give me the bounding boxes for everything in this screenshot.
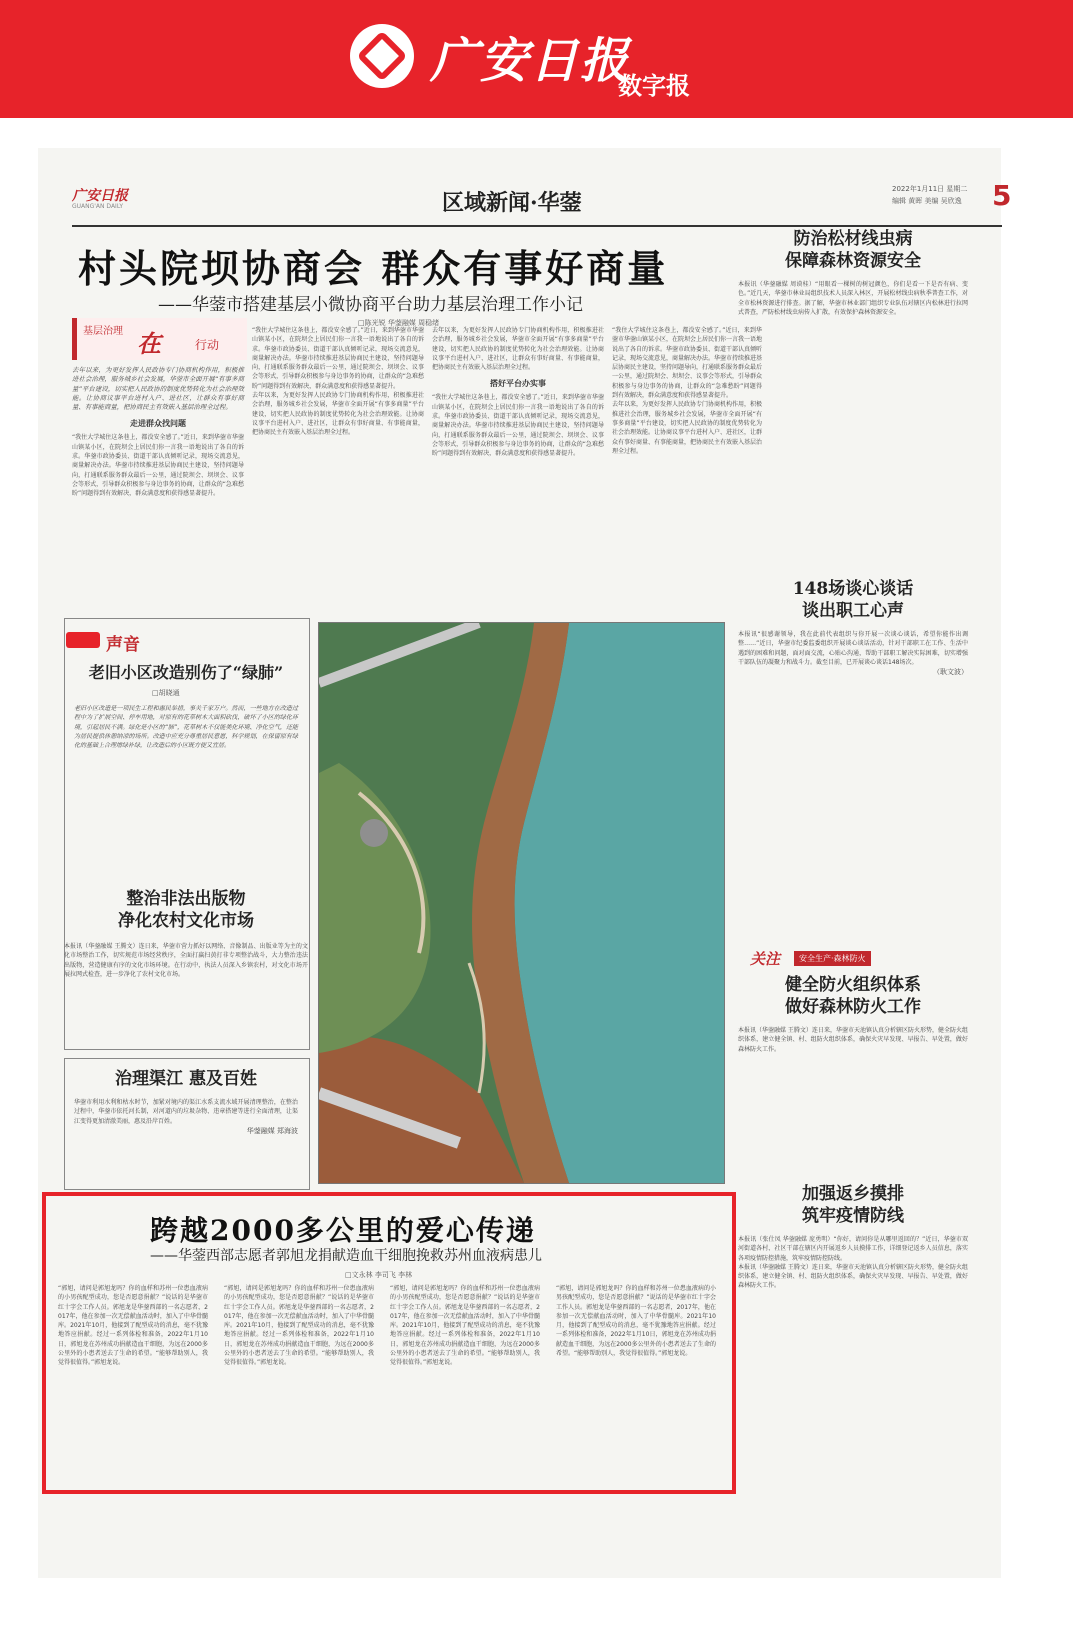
highlight-col-2 [224, 1284, 374, 1368]
page-masthead [72, 179, 1012, 227]
safety-tag-big: 关注 [750, 950, 781, 968]
lead-body-3b: “我住大学城住这条巷上，都没安全感了。”近日，来到华蓥市华蓥山镇某小区，在院坝会上居民们你一言我一语地说出了各自的诉求。华蓥市政协委员、街道干部认真倾听记录，现场交流意见，商量解决办法。华蓥市持续推进基层协商民主建设，坚持问题导向，打通联系服务群众最后一公里，通过院坝会、坝坝会、议事会等形式，引导群众积极参与身边事务的协商，让群众的“急难愁盼”问题得到有效解决，群众满意度和获得感显著提升。 [432, 394, 604, 458]
right-article-4-title-2: 筑牢疫情防线 [802, 1206, 904, 1226]
lead-headline: 村头院坝协商会 群众有事好商量 [78, 246, 669, 291]
lead-column-4 [612, 326, 762, 456]
safety-tag-small: 安全生产·森林防火 [794, 951, 871, 966]
lead-byline: □陈光锐 华蓥融媒 周稳绪 [358, 319, 440, 327]
right-article-4-body: 本报讯（张仕凤 华蓥融媒 庞勇明）“你好，请问你是从哪里返回的？”近日，华蓥市双河街道各村、社区干部在辖区内开展返乡人员摸排工作，详细登记返乡人员信息，落实各项疫情防控措施，筑牢疫情防控防线。 [738, 1236, 968, 1262]
right-article-4-body-cont: 本报讯（华蓥融媒 王腾文）连日来，华蓥市天池镇认真分析辖区防火形势，健全防火组织体系，建立健全镇、村、组防火组织体系，确保火灾早发现、早报告、早处置，做好森林防火工作。 [738, 1263, 968, 1290]
lead-column-3 [432, 326, 604, 459]
lead-body-2b: 去年以来，为更好发挥人民政协专门协商机构作用，积极推进社会治理，服务城乡社会发展，华蓥市全面开展“有事多商量”平台建设，切实把人民政协的制度优势转化为社会治理效能。让协商议事平台进村入户、进社区，让群众有事好商量、有事能商量，把协商民主有效嵌入基层治理全过程。 [252, 392, 424, 437]
issue-info [892, 183, 967, 207]
highlight-body-4: “郭旭，请问是郭旭龙吗？你的血样和苏州一位患血液病的小男孩配型成功，您是否愿意捐献？”说话的是华蓥市红十字会工作人员。郭旭龙是华蓥西部的一名志愿者，2017年，他在参加一次无偿献血活动时，加入了中华骨髓库。2021年10月，他接到了配型成功的消息，毫不犹豫地答应捐献。经过一系列体检和准备，2022年1月10日，郭旭龙在苏州成功捐献造血干细胞，为远在2000多公里外的小患者送去了生命的希望。“能够帮助别人，我觉得很值得。”郭旭龙说。 [556, 1285, 716, 1358]
aerial-photo-drawing [319, 623, 724, 1183]
right-article-1-title-2: 保障森林资源安全 [785, 251, 921, 271]
right-article-2-end: （耿文波） [933, 668, 968, 677]
right-article-3 [738, 974, 968, 1054]
lead-body-3: 去年以来，为更好发挥人民政协专门协商机构作用，积极推进社会治理，服务城乡社会发展，华蓥市全面开展“有事多商量”平台建设，切实把人民政协的制度优势转化为社会治理效能。让协商议事平台进村入户、进社区，让群众有事好商量、有事能商量，把协商民主有效嵌入基层治理全过程。 [432, 327, 604, 372]
masthead-logo: 广安日报 [72, 188, 128, 204]
lead-subsection-1: 走进群众找问题 [130, 419, 186, 429]
lead-column-2 [252, 326, 424, 438]
column-tag-grassroots [72, 318, 247, 360]
brand-subtitle: 数字报 [618, 72, 690, 100]
voice-byline: □胡晓通 [152, 689, 180, 697]
side-article-2-title: 治理渠江 惠及百姓 [115, 1069, 257, 1089]
photo-aerial-reservoir [318, 622, 725, 1184]
right-article-4 [738, 1183, 968, 1291]
right-article-3-title-1: 健全防火组织体系 [785, 975, 921, 995]
page-number: 5 [992, 179, 1012, 212]
column-tag-label: 基层治理 [83, 326, 123, 337]
highlight-col-4 [556, 1284, 716, 1358]
right-article-2-body: 本报讯“很感谢领导，我在此前代表组织与你开展一次谈心谈话，希望你能作出调整……”近日，华蓥市纪委监委组织开展谈心谈话活动，针对干部职工在工作、生活中遇到的困难和问题，面对面交流，心贴心沟通，帮助干部职工解决实际困难，切实增强干部队伍的凝聚力和战斗力。截至目前，已开展谈心谈话148场次。 [738, 631, 968, 666]
lead-intro: 去年以来，为更好发挥人民政协专门协商机构作用，积极推进社会治理，服务城乡社会发展，华蓥市全面开展“有事多商量”平台建设，切实把人民政协的制度优势转化为社会治理效能。让协商议事平台进村入户、进社区，让群众有事好商量、有事能商量，把协商民主有效嵌入基层治理全过程。 [72, 366, 244, 412]
lead-subhead: ——华蓥市搭建基层小微协商平台助力基层治理工作小记 [158, 295, 583, 315]
app-header [0, 0, 1073, 118]
lead-body-4b: 去年以来，为更好发挥人民政协专门协商机构作用，积极推进社会治理，服务城乡社会发展，华蓥市全面开展“有事多商量”平台建设，切实把人民政协的制度优势转化为社会治理效能。让协商议事平台进村入户、进社区，让群众有事好商量、有事能商量，把协商民主有效嵌入基层治理全过程。 [612, 401, 763, 455]
lead-body-1: “我住大学城住这条巷上，都没安全感了。”近日，来到华蓥市华蓥山镇某小区，在院坝会上居民们你一言我一语地说出了各自的诉求。华蓥市政协委员、街道干部认真倾听记录，现场交流意见，商量解决办法。华蓥市持续推进基层协商民主建设，坚持问题导向，打通联系服务群众最后一公里，通过院坝会、坝坝会、议事会等形式，引导群众积极参与身边事务的协商，让群众的“急难愁盼”问题得到有效解决，群众满意度和获得感显著提升。 [72, 434, 244, 498]
lead-body-4: “我住大学城住这条巷上，都没安全感了。”近日，来到华蓥市华蓥山镇某小区，在院坝会上居民们你一言我一语地说出了各自的诉求。华蓥市政协委员、街道干部认真倾听记录，现场交流意见，商量解决办法。华蓥市持续推进基层协商民主建设，坚持问题导向，打通联系服务群众最后一公里，通过院坝会、坝坝会、议事会等形式，引导群众积极参与身边事务的协商，让群众的“急难愁盼”问题得到有效解决，群众满意度和获得感显著提升。 [612, 327, 763, 400]
right-article-2-title-2: 谈出职工心声 [802, 601, 904, 621]
safety-tag [750, 948, 900, 968]
highlight-article-subtitle: ——华蓥西部志愿者郭旭龙捐献造血干细胞挽救苏州血液病患儿 [150, 1248, 542, 1264]
highlight-col-1 [58, 1284, 208, 1368]
right-article-1 [738, 228, 968, 317]
lead-body-2: “我住大学城住这条巷上，都没安全感了。”近日，来到华蓥市华蓥山镇某小区，在院坝会上居民们你一言我一语地说出了各自的诉求。华蓥市政协委员、街道干部认真倾听记录，现场交流意见，商量解决办法。华蓥市持续推进基层协商民主建设，坚持问题导向，打通联系服务群众最后一公里，通过院坝会、坝坝会、议事会等形式，引导群众积极参与身边事务的协商，让群众的“急难愁盼”问题得到有效解决，群众满意度和获得感显著提升。 [252, 327, 424, 390]
side-article-1-body: 本报讯（华蓥融媒 王腾文）连日来，华蓥市营力抓好以网络、音像制品、出版业等为主的文化市场整治工作，切实规范市场经营秩序，全面打赢扫黄打非专项整治战斗，大力整治违法出版物，营造健康有序的文化市场环境。在行动中，执法人员深入乡镇农村，对文化市场开展拉网式检查，进一步净化了农村文化市场。 [64, 943, 308, 978]
voice-body-block [74, 704, 298, 750]
voice-title: 老旧小区改造别伤了“绿肺” [88, 663, 284, 682]
masthead-logo-en: GUANG'AN DAILY [72, 203, 124, 210]
highlight-body-1: “郭旭，请问是郭旭龙吗？你的血样和苏州一位患血液病的小男孩配型成功，您是否愿意捐献？”说话的是华蓥市红十字会工作人员。郭旭龙是华蓥西部的一名志愿者，2017年，他在参加一次无偿献血活动时，加入了中华骨髓库。2021年10月，他接到了配型成功的消息，毫不犹豫地答应捐献。经过一系列体检和准备，2022年1月10日，郭旭龙在苏州成功捐献造血干细胞，为远在2000多公里外的小患者送去了生命的希望。“能够帮助别人，我觉得很值得。”郭旭龙说。 [58, 1285, 208, 1367]
column-tag-action: 行动 [195, 338, 220, 352]
voice-tag-label: 声音 [106, 635, 140, 655]
highlight-col-3 [390, 1284, 540, 1368]
newspaper-logo-icon [350, 24, 414, 88]
right-article-3-title-2: 做好森林防火工作 [785, 997, 921, 1017]
side-article-1 [64, 888, 308, 979]
side-article-2-body: 华蓥市利用水利和枯水时节，加紧对境内的渠江水系支流水域开展清理整治，在整治过程中，华蓥市依托河长制，对河道内的垃圾杂物、违章搭建等进行全面清理，让渠江变得更加清澈美丽，惠及沿岸百姓。 [74, 1099, 298, 1125]
side-article-1-title-2: 净化农村文化市场 [118, 911, 254, 931]
side-article-1-title-1: 整治非法出版物 [126, 889, 246, 909]
right-article-3-body: 本报讯（华蓥融媒 王腾文）连日来，华蓥市天池镇认真分析辖区防火形势，健全防火组织体系，建立健全镇、村、组防火组织体系，确保火灾早发现、早报告、早处置，做好森林防火工作。 [738, 1027, 968, 1053]
side-article-2 [74, 1068, 298, 1136]
highlight-article-byline: □文永林 李司飞 李林 [345, 1271, 413, 1279]
issue-editors: 编辑 黄晖 美编 吴欣逸 [892, 197, 962, 205]
highlight-body-3: “郭旭，请问是郭旭龙吗？你的血样和苏州一位患血液病的小男孩配型成功，您是否愿意捐献？”说话的是华蓥市红十字会工作人员。郭旭龙是华蓥西部的一名志愿者，2017年，他在参加一次无偿献血活动时，加入了中华骨髓库。2021年10月，他接到了配型成功的消息，毫不犹豫地答应捐献。经过一系列体检和准备，2022年1月10日，郭旭龙在苏州成功捐献造血干细胞，为远在2000多公里外的小患者送去了生命的希望。“能够帮助别人，我觉得很值得。”郭旭龙说。 [390, 1285, 540, 1367]
voice-body: 老旧小区改造是一项民生工程和惠民举措，事关千家万户。然而，一些地方在改造过程中为了扩展空间、停车用地，对原有的花草树木大面积砍伐，破坏了小区的绿化环境，引起居民不满。绿化是小区的“肺”，花草树木不仅能美化环境、净化空气，还能为居民提供休憩纳凉的场所。改造中应充分尊重居民意愿，科学规划，在保留原有绿化的基础上合理增绿补绿，让改造后的小区既方便又宜居。 [74, 705, 298, 750]
right-article-4-title-1: 加强返乡摸排 [802, 1184, 904, 1204]
lead-subsection-2: 搭好平台办实事 [490, 379, 546, 389]
right-article-2 [738, 578, 968, 677]
issue-date: 2022年1月11日 星期二 [892, 185, 968, 193]
side-article-2-credit: 华蓥融媒 郑海波 [246, 1126, 298, 1135]
voice-tag [66, 630, 150, 655]
section-title: 区域新闻·华蓥 [442, 190, 582, 216]
column-tag-big: 在 [137, 329, 161, 358]
brand-title: 广安日报 [430, 33, 631, 89]
sound-wave-icon [66, 632, 100, 648]
right-article-1-title-1: 防治松材线虫病 [793, 229, 913, 249]
right-article-2-title-1: 148场谈心谈话 [792, 579, 914, 599]
highlight-article-title: 跨越2000多公里的爱心传递 [150, 1214, 536, 1247]
highlight-body-2: “郭旭，请问是郭旭龙吗？你的血样和苏州一位患血液病的小男孩配型成功，您是否愿意捐献？”说话的是华蓥市红十字会工作人员。郭旭龙是华蓥西部的一名志愿者，2017年，他在参加一次无偿献血活动时，加入了中华骨髓库。2021年10月，他接到了配型成功的消息，毫不犹豫地答应捐献。经过一系列体检和准备，2022年1月10日，郭旭龙在苏州成功捐献造血干细胞，为远在2000多公里外的小患者送去了生命的希望。“能够帮助别人，我觉得很值得。”郭旭龙说。 [224, 1285, 374, 1367]
lead-column-1 [72, 366, 244, 499]
right-article-1-body: 本报讯（华蓥融媒 周谟桂）“用眼看一棵树的树冠颜色，你们是看一下是否有病、变色。”近几天，华蓥市林业局组织技术人员深入林区，开展松材线虫病秋季普查工作，对全市松林资源进行排查。据了解，华蓥市林业部门组织专业队伍对辖区内松林进行拉网式普查，严防松材线虫病传入扩散，有效保护森林资源安全。 [738, 281, 968, 316]
